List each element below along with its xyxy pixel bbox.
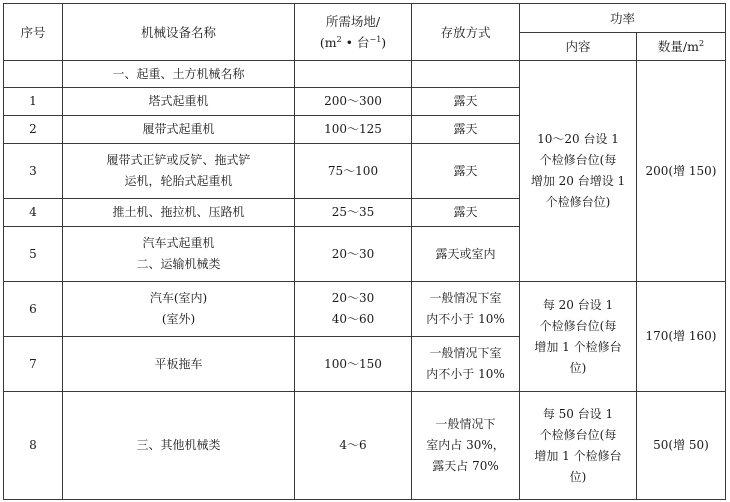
header-seq: 序号 xyxy=(4,4,63,61)
header-content: 内容 xyxy=(520,33,637,61)
row-storage: 露天 xyxy=(412,199,520,227)
row-seq: 6 xyxy=(4,282,63,337)
power-quantity-group-3: 50(增 50) xyxy=(637,392,726,500)
header-area-line1: 所需场地/ xyxy=(325,14,381,29)
table-row xyxy=(4,61,726,88)
row-seq: 7 xyxy=(4,337,63,392)
row-area: 20～30 40～60 xyxy=(295,282,412,337)
power-quantity-group-2: 170(增 160) xyxy=(637,282,726,392)
header-area-line2: ($m^2$ • 台$^{-1}$) xyxy=(319,34,387,50)
table-row xyxy=(4,392,726,500)
section-title: 一、起重、土方机械名称 xyxy=(63,61,295,88)
equipment-area-table xyxy=(3,3,726,500)
row-equipment-name: 汽车(室内) (室外) xyxy=(63,282,295,337)
row-storage: 露天 xyxy=(412,88,520,116)
row-area: 4～6 xyxy=(295,392,412,500)
header-storage-method: 存放方式 xyxy=(412,4,520,61)
row-seq: 2 xyxy=(4,116,63,144)
table-row xyxy=(4,282,726,337)
header-quantity: 数量$/m^2$ xyxy=(637,33,726,61)
row-area: 75～100 xyxy=(295,144,412,199)
row-equipment-name: 履带式正铲或反铲、拖式铲 运机，轮胎式起重机 xyxy=(63,144,295,199)
header-power: 功率 xyxy=(520,4,726,33)
row-storage: 一般情况下室 内不小于 10% xyxy=(412,282,520,337)
section-area-cell xyxy=(295,61,412,88)
row-area: 100～150 xyxy=(295,337,412,392)
row-area: 200～300 xyxy=(295,88,412,116)
row-storage: 露天 xyxy=(412,116,520,144)
row-area: 20～30 xyxy=(295,227,412,282)
power-content-group-2: 每 20 台设 1 个检修台位(每 增加 1 个检修台 位) xyxy=(520,282,637,392)
row-seq: 5 xyxy=(4,227,63,282)
row-equipment-name: 推土机、拖拉机、压路机 xyxy=(63,199,295,227)
row-equipment-name: 履带式起重机 xyxy=(63,116,295,144)
power-content-group-3: 每 50 台设 1 个检修台位(每 增加 1 个检修台 位) xyxy=(520,392,637,500)
row-equipment-name: 平板拖车 xyxy=(63,337,295,392)
row-seq: 3 xyxy=(4,144,63,199)
row-equipment-name: 塔式起重机 xyxy=(63,88,295,116)
row-seq: 4 xyxy=(4,199,63,227)
section-storage-cell xyxy=(412,61,520,88)
row-storage: 露天或室内 xyxy=(412,227,520,282)
power-quantity-group-1: 200(增 150) xyxy=(637,61,726,282)
row-equipment-name: 汽车式起重机 二、运输机械类 xyxy=(63,227,295,282)
row-seq: 1 xyxy=(4,88,63,116)
row-equipment-name: 三、其他机械类 xyxy=(63,392,295,500)
power-content-group-1: 10～20 台设 1 个检修台位(每 增加 20 台增设 1 个检修台位) xyxy=(520,61,637,282)
section-seq-cell xyxy=(4,61,63,88)
header-required-area xyxy=(295,4,412,61)
row-storage: 露天 xyxy=(412,144,520,199)
row-storage: 一般情况下室 内不小于 10% xyxy=(412,337,520,392)
row-seq: 8 xyxy=(4,392,63,500)
header-equipment-name: 机械设备名称 xyxy=(63,4,295,61)
row-area: 25～35 xyxy=(295,199,412,227)
row-area: 100～125 xyxy=(295,116,412,144)
row-storage: 一般情况下 室内占 30%， 露天占 70% xyxy=(412,392,520,500)
